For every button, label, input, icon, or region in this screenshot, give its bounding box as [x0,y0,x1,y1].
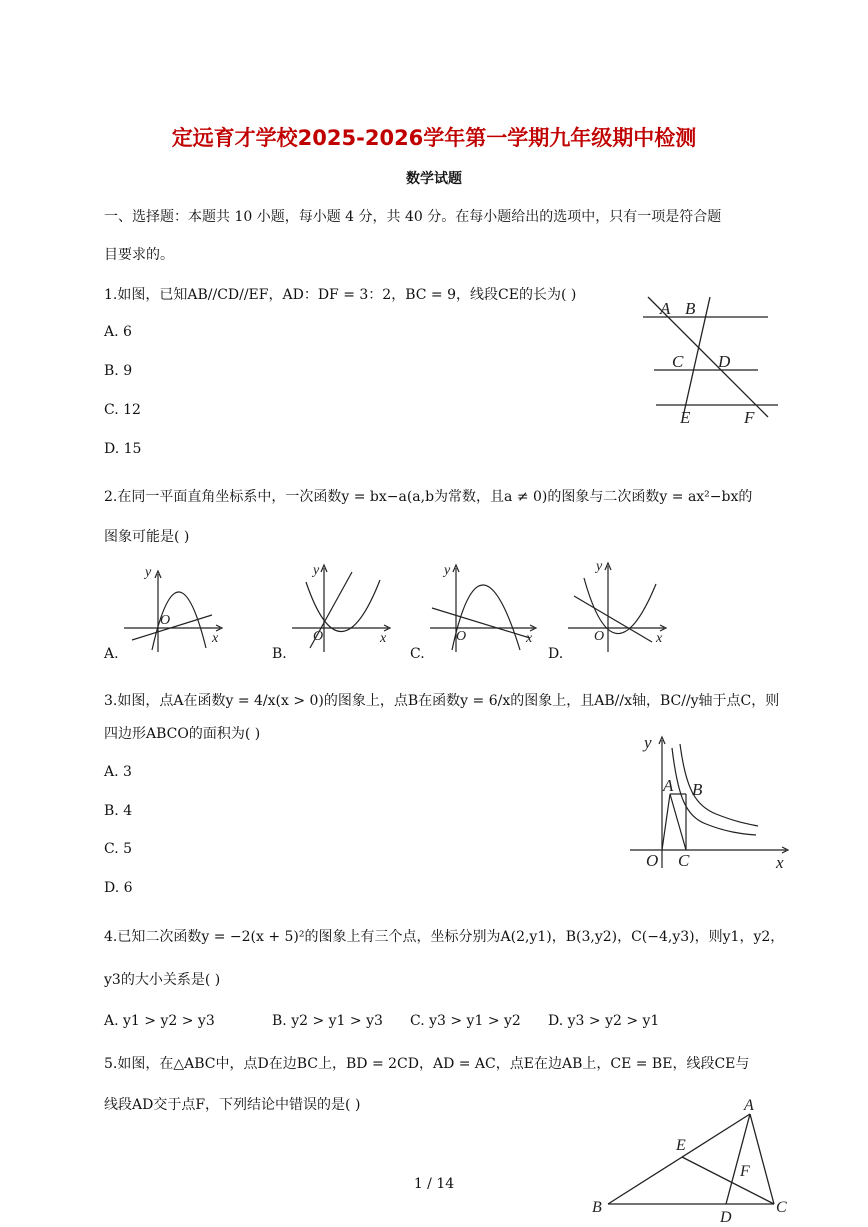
q2-graph-a [120,560,230,660]
q1-label-b: B [685,299,696,318]
q3-label-b: B [692,780,703,799]
q3-label-x: x [776,853,784,872]
page-subtitle: 数学试题 [406,171,462,187]
q2c-y-label: y [444,563,451,578]
q3-label-a: A [663,776,674,795]
q1-label-a: A [660,299,671,318]
q5-label-b: B [592,1199,602,1216]
q1-label-e: E [680,408,691,427]
q3-option-b: B. 4 [104,803,133,819]
q2-graph-b [288,560,398,660]
q5-label-e: E [676,1137,686,1154]
q5-label-c: C [776,1199,787,1216]
q1-figure [640,292,790,430]
q2-stem-line1: 2.在同一平面直角坐标系中，一次函数y = bx−a(a,b为常数，且a ≠ 0)的图象与二次函数y = ax²−bx的 [104,489,753,505]
q4-option-a: A. y1 > y2 > y3 [104,1013,215,1029]
q3-label-o: O [646,851,659,870]
page-number: 1 / 14 [413,1176,455,1192]
q3-option-a: A. 3 [104,764,132,780]
q2b-y-label: y [313,563,320,578]
q3-label-y: y [644,733,652,752]
q2a-x-label: x [212,631,219,646]
q5-label-d: D [720,1209,732,1226]
q4-option-b: B. y2 > y1 > y3 [272,1013,383,1029]
q1-stem: 1.如图，已知AB//CD//EF，AD：DF = 3：2，BC = 9，线段CE的长为( ) [104,287,577,303]
q4-option-c: C. y3 > y1 > y2 [410,1013,521,1029]
q1-option-a: A. 6 [104,324,132,340]
q3-figure [626,728,796,874]
q2b-origin: O [313,629,324,644]
q1-label-c: C [672,352,684,371]
q2d-y-label: y [596,559,603,574]
section-intro-line1: 一、选择题：本题共 10 小题，每小题 4 分，共 40 分。在每小题给出的选项中，只有一项是符合题 [104,209,722,225]
q2-stem-line2: 图象可能是( ) [104,529,190,545]
q1-label-f: F [744,408,755,427]
q2c-x-label: x [526,631,533,646]
page-title: 定远育才学校2025-2026学年第一学期九年级期中检测 [171,126,697,150]
q2-option-d: D. [548,646,564,662]
q2a-y-label: y [145,565,152,580]
q3-label-c: C [678,851,690,870]
q5-label-a: A [744,1097,754,1114]
section-intro-line2: 目要求的。 [104,247,174,263]
q4-option-d: D. y3 > y2 > y1 [548,1013,660,1029]
q3-option-d: D. 6 [104,880,133,896]
q2-graph-c [426,560,546,660]
q3-stem-line1: 3.如图，点A在函数y = 4/x(x > 0)的图象上，点B在函数y = 6/x的图象上，且AB//x轴，BC//y轴于点C，则 [104,693,780,709]
q1-option-d: D. 15 [104,441,142,457]
q4-stem-line1: 4.已知二次函数y = −2(x + 5)²的图象上有三个点，坐标分别为A(2,y1)，B(3,y2)，C(−4,y3)，则y1，y2， [104,929,785,945]
q5-stem-line1: 5.如图，在△ABC中，点D在边BC上，BD = 2CD，AD = AC，点E在边AB上，CE = BE，线段CE与 [104,1056,750,1072]
q2d-origin: O [594,629,605,644]
q2-option-b: B. [272,646,287,662]
q1-option-b: B. 9 [104,363,133,379]
q2c-origin: O [456,629,467,644]
q2d-x-label: x [656,631,663,646]
q2a-origin: O [160,613,171,628]
q3-option-c: C. 5 [104,841,133,857]
q2b-x-label: x [380,631,387,646]
q2-graph-d [564,556,674,656]
q5-label-f: F [740,1163,750,1180]
q3-stem-line2: 四边形ABCO的面积为( ) [104,726,261,742]
q5-stem-line2: 线段AD交于点F，下列结论中错误的是( ) [104,1097,361,1113]
q1-option-c: C. 12 [104,402,141,418]
q1-label-d: D [718,352,731,371]
q2-option-c: C. [410,646,425,662]
q2-option-a: A. [104,646,119,662]
q4-stem-line2: y3的大小关系是( ) [104,972,221,988]
q5-figure [586,1094,792,1226]
